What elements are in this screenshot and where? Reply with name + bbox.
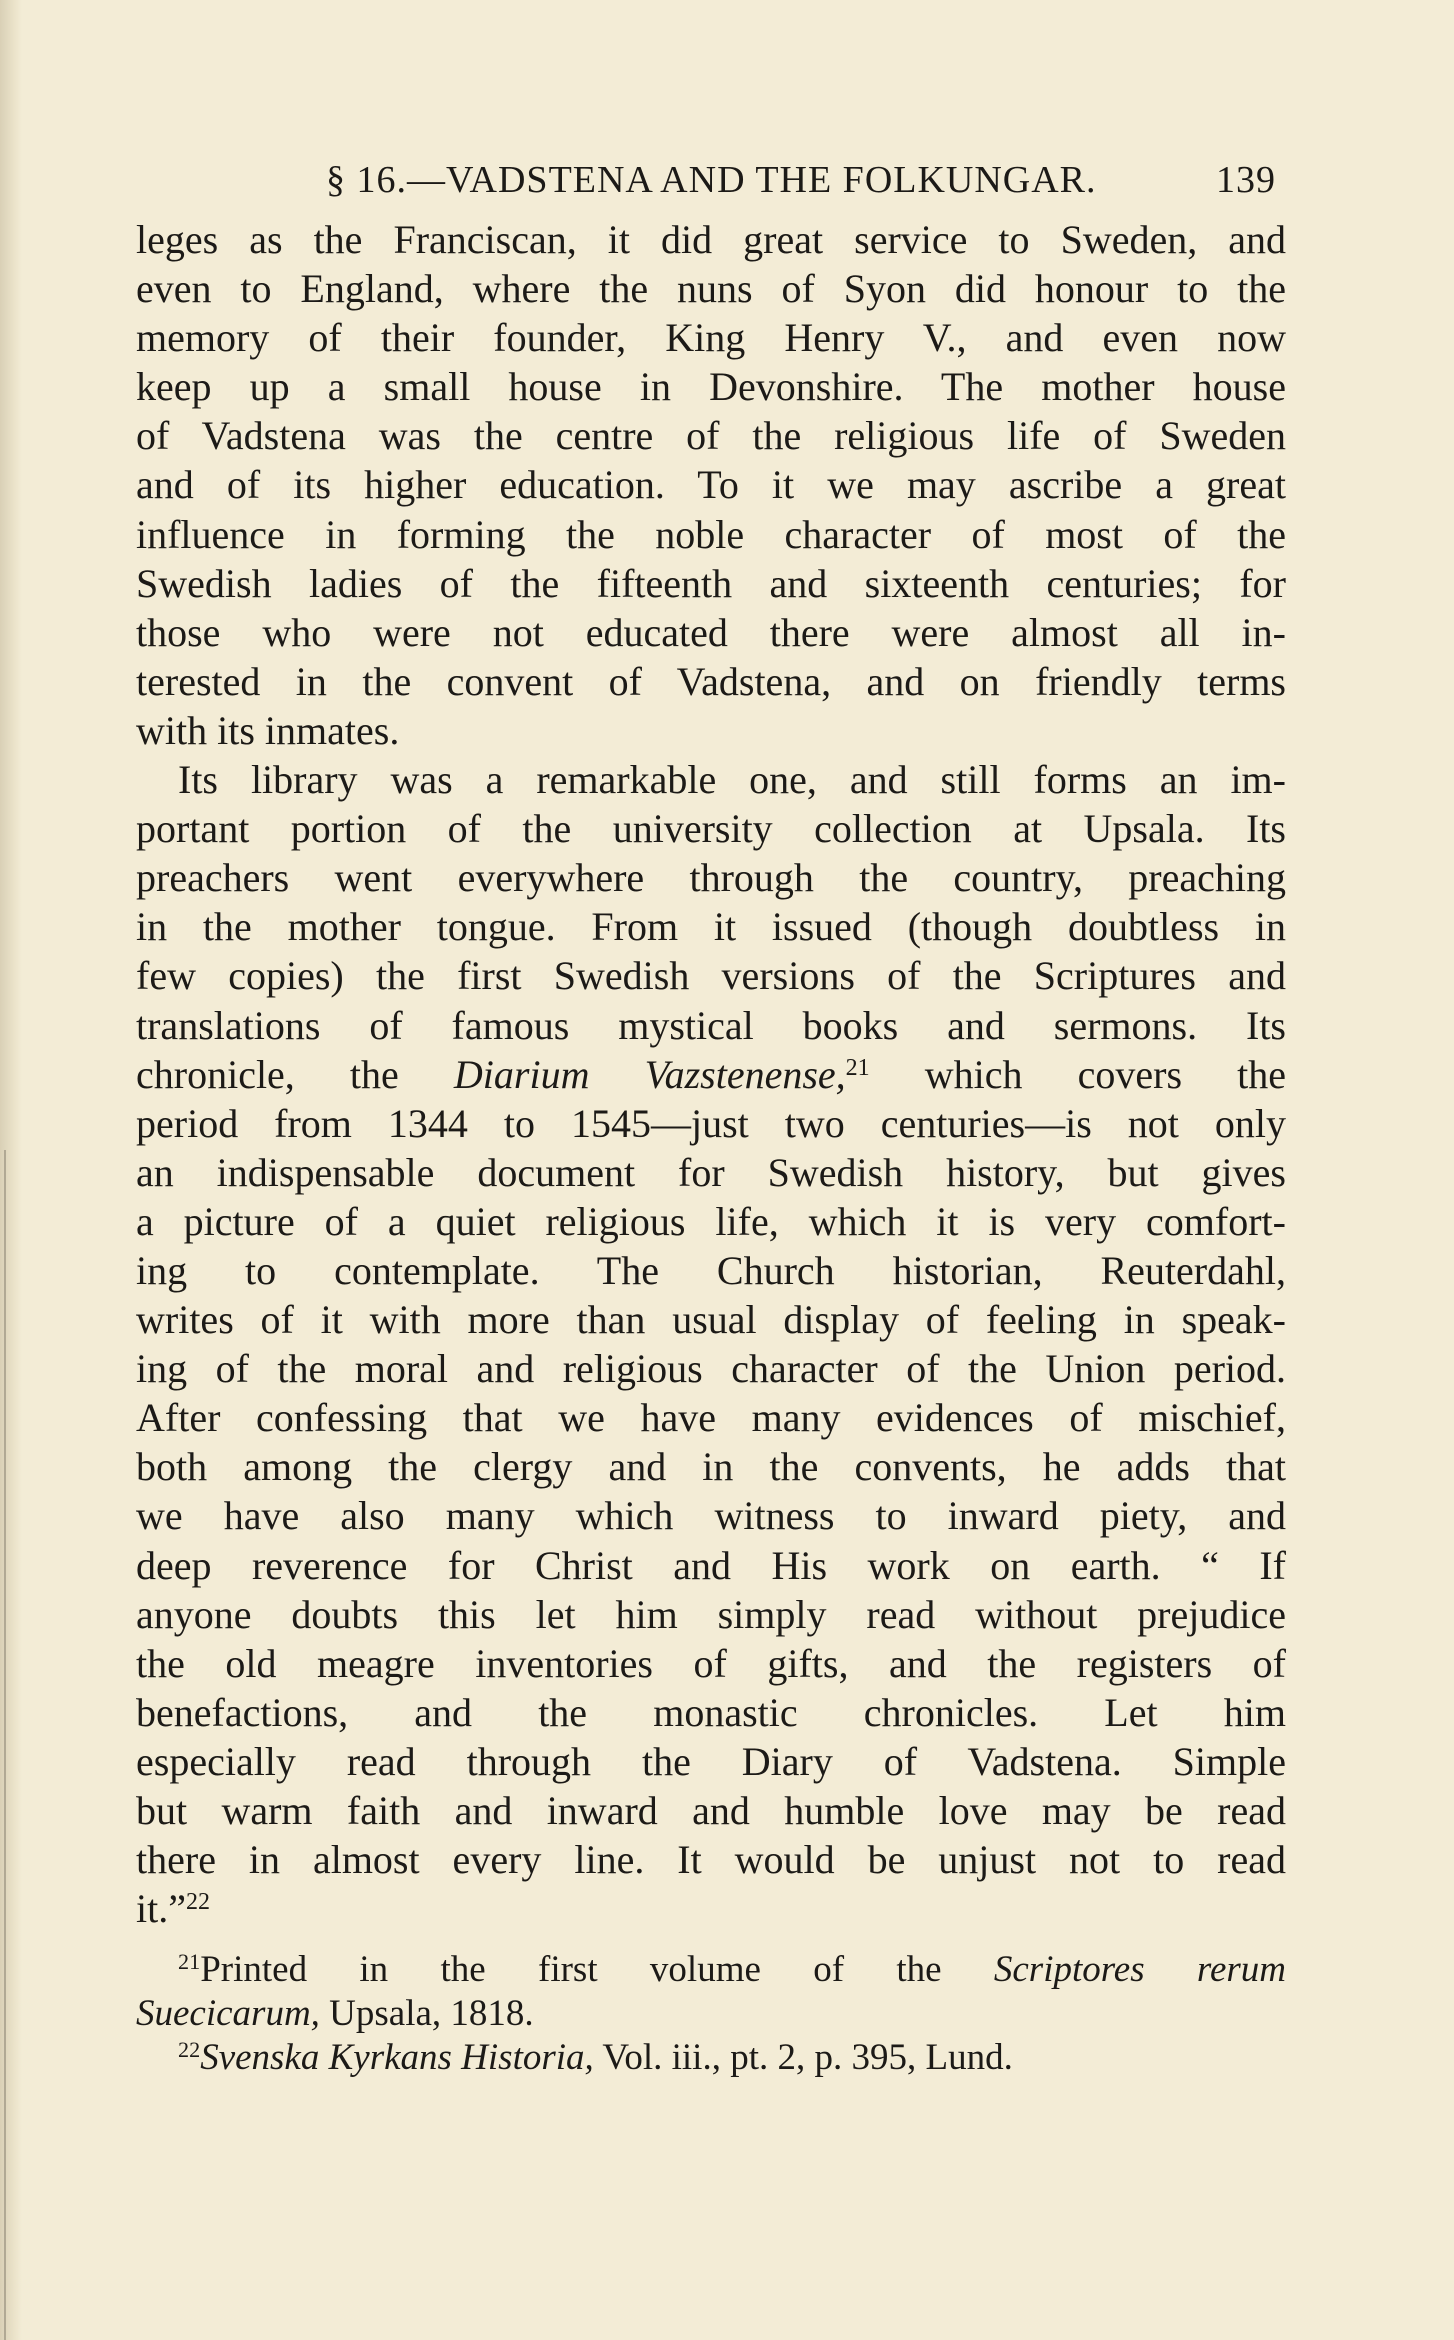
footnote-21-continued — [136, 1992, 1286, 2036]
footnote-21 — [136, 1948, 1286, 1992]
text-line: Its library was a remarkable one, and still forms an im- — [178, 757, 1286, 803]
text-line: memory of their founder, King Henry V., and even now — [136, 315, 1286, 361]
text-line: but warm faith and inward and humble love may be read — [136, 1788, 1286, 1833]
text-line: few copies) the first Swedish versions of the Scriptures and — [136, 953, 1286, 999]
work-title: Svenska Kyrkans Historia, — [200, 2037, 594, 2078]
text-line: we have also many which witness to inward piety, and — [136, 1493, 1286, 1539]
text-line: a picture of a quiet religious life, which it is very comfort- — [136, 1198, 1286, 1244]
text-line: benefactions, and the monastic chronicles. Let him — [136, 1689, 1286, 1735]
page-number: 139 — [1216, 159, 1276, 201]
text-line: ing to contemplate. The Church historian, Reuterdahl, — [136, 1247, 1286, 1293]
work-title: Suecicarum, — [136, 1993, 320, 2034]
text-line: period from 1344 to 1545—just two centuries—is not only — [136, 1100, 1286, 1146]
text-segment: Printed in the first volume of the — [200, 1949, 994, 1990]
text-line: especially read through the Diary of Vadstena. Simple — [136, 1738, 1286, 1784]
text-line: keep up a small house in Devonshire. The mother house — [136, 364, 1286, 410]
text-line — [136, 1884, 1286, 1933]
text-line: even to England, where the nuns of Syon did honour to the — [136, 266, 1286, 312]
text-line: and of its higher education. To it we may ascribe a great — [136, 462, 1286, 508]
text-line: those who were not educated there were almost all in- — [136, 609, 1286, 655]
text-line: deep reverence for Christ and His work on earth. “ If — [136, 1542, 1286, 1588]
text-line: terested in the convent of Vadstena, and on friendly terms — [136, 658, 1286, 704]
text-line: with its inmates. — [136, 707, 400, 753]
text-line: anyone doubts this let him simply read without prejudice — [136, 1591, 1286, 1637]
text-line: in the mother tongue. From it issued (though doubtless in — [136, 904, 1286, 950]
text-line: influence in forming the noble character of most of the — [136, 511, 1286, 557]
text-line: Swedish ladies of the fifteenth and sixteenth centuries; for — [136, 560, 1286, 606]
text-line: of Vadstena was the centre of the religious life of Sweden — [136, 413, 1286, 459]
footnote-ref: 21 — [845, 1054, 870, 1081]
text-segment: Upsala, 1818. — [319, 1993, 534, 2034]
footnote-22 — [136, 2036, 1286, 2080]
text-line: ing of the moral and religious character of the Union period. — [136, 1346, 1286, 1392]
text-segment: which covers the — [869, 1051, 1286, 1097]
text-line: translations of famous mystical books and sermons. Its — [136, 1002, 1286, 1048]
text-line: preachers went everywhere through the country, preaching — [136, 855, 1286, 901]
text-line: portant portion of the university collection at Upsala. Its — [136, 806, 1286, 852]
text-line: leges as the Franciscan, it did great service to Sweden, and — [136, 217, 1286, 262]
text-line: there in almost every line. It would be unjust not to read — [136, 1837, 1286, 1883]
text-segment: Vol. iii., pt. 2, p. 395, Lund. — [593, 2037, 1013, 2078]
footnote-ref: 22 — [185, 1889, 210, 1915]
text-segment: chronicle, the — [136, 1051, 454, 1097]
text-line: After confessing that we have many evidences of mischief, — [136, 1395, 1286, 1441]
page-header — [136, 152, 1286, 202]
work-title: Diarium Vazstenense, — [453, 1051, 846, 1097]
text-line: an indispensable document for Swedish history, but gives — [136, 1149, 1286, 1195]
text-line: writes of it with more than usual display of feeling in speak- — [136, 1297, 1286, 1343]
text-segment: it.” — [136, 1886, 186, 1932]
footnote-marker: 21 — [178, 1948, 201, 1974]
footnote-marker: 22 — [178, 2036, 201, 2062]
text-line: both among the clergy and in the convents, he adds that — [136, 1444, 1286, 1490]
running-head: § 16.—VADSTENA AND THE FOLKUNGAR. — [326, 159, 1097, 201]
work-title: Scriptores rerum — [993, 1949, 1286, 1990]
text-line — [136, 1050, 1286, 1099]
body-text — [136, 215, 1286, 1933]
binding-edge-line — [4, 1150, 6, 2340]
text-line: the old meagre inventories of gifts, and the registers of — [136, 1640, 1286, 1686]
footnotes — [136, 1948, 1286, 2080]
